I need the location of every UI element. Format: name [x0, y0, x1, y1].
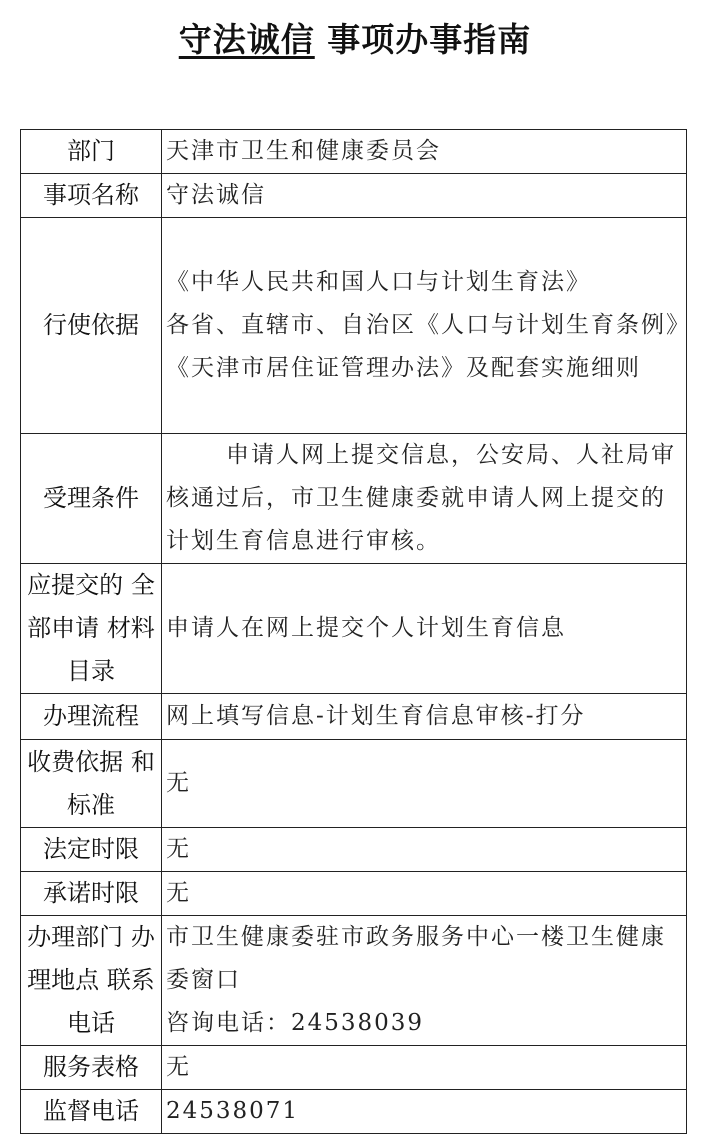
materials-label-line: 材料目录	[67, 614, 155, 685]
row-value-fees: 无	[162, 740, 687, 828]
materials-label-line: 全部申请	[27, 571, 155, 642]
fees-label-line: 收费依据	[27, 747, 124, 776]
table-row	[21, 174, 687, 218]
table-row	[21, 694, 687, 740]
materials-label-line: 应提交的	[27, 571, 124, 599]
table-row	[21, 740, 687, 828]
title-underlined: 守法诚信	[178, 20, 315, 59]
row-value-materials: 申请人在网上提交个人计划生育信息	[162, 564, 687, 694]
row-label-promise-limit: 承诺时限	[21, 872, 162, 916]
table-row	[21, 218, 687, 434]
table-row	[21, 828, 687, 872]
row-label-process: 办理流程	[21, 694, 162, 740]
table-row	[21, 916, 687, 1046]
row-label-conditions: 受理条件	[21, 434, 162, 564]
title-rest: 事项办事指南	[314, 20, 532, 59]
row-value-name: 守法诚信	[162, 174, 687, 218]
basis-line: 各省、直辖市、自治区《人口与计划生育条例》	[166, 312, 691, 338]
row-label-forms: 服务表格	[21, 1046, 162, 1090]
row-label-name: 事项名称	[21, 174, 162, 218]
row-value-legal-limit: 无	[162, 828, 687, 872]
office-label-line: 办理部门	[27, 923, 124, 951]
row-label-office	[21, 916, 162, 1046]
table-row	[21, 130, 687, 174]
row-label-supervision: 监督电话	[21, 1090, 162, 1134]
conditions-text: 申请人网上提交信息，公安局、人社局审核通过后，市卫生健康委就申请人网上提交的计划生育信息进行审核。	[166, 442, 676, 554]
row-value-process: 网上填写信息-计划生育信息审核-打分	[162, 694, 687, 740]
table-row	[21, 564, 687, 694]
basis-line: 《中华人民共和国人口与计划生育法》	[166, 269, 591, 295]
guide-table	[20, 129, 691, 1134]
office-label-line: 联系电话	[67, 966, 155, 1037]
row-label-basis: 行使依据	[21, 218, 162, 434]
row-value-office	[162, 916, 687, 1046]
row-value-forms: 无	[162, 1046, 687, 1090]
fees-label-line: 和标准	[67, 747, 155, 819]
row-label-fees	[21, 740, 162, 828]
row-value-conditions	[162, 434, 687, 564]
row-label-dept: 部门	[21, 130, 162, 174]
table-row	[21, 434, 687, 564]
office-label-line: 办理地点	[27, 923, 155, 994]
row-label-materials	[21, 564, 162, 694]
row-value-promise-limit: 无	[162, 872, 687, 916]
row-value-basis	[162, 218, 691, 434]
table-row	[21, 1046, 687, 1090]
table-row	[21, 1090, 687, 1134]
row-value-supervision: 24538071	[162, 1090, 687, 1134]
office-phone: 咨询电话：24538039	[166, 1010, 425, 1036]
basis-line: 《天津市居住证管理办法》及配套实施细则	[166, 355, 641, 381]
page-title	[0, 14, 710, 61]
office-location: 市卫生健康委驻市政务服务中心一楼卫生健康委窗口	[166, 924, 666, 993]
table-row	[21, 872, 687, 916]
row-label-legal-limit: 法定时限	[21, 828, 162, 872]
row-value-dept: 天津市卫生和健康委员会	[162, 130, 687, 174]
